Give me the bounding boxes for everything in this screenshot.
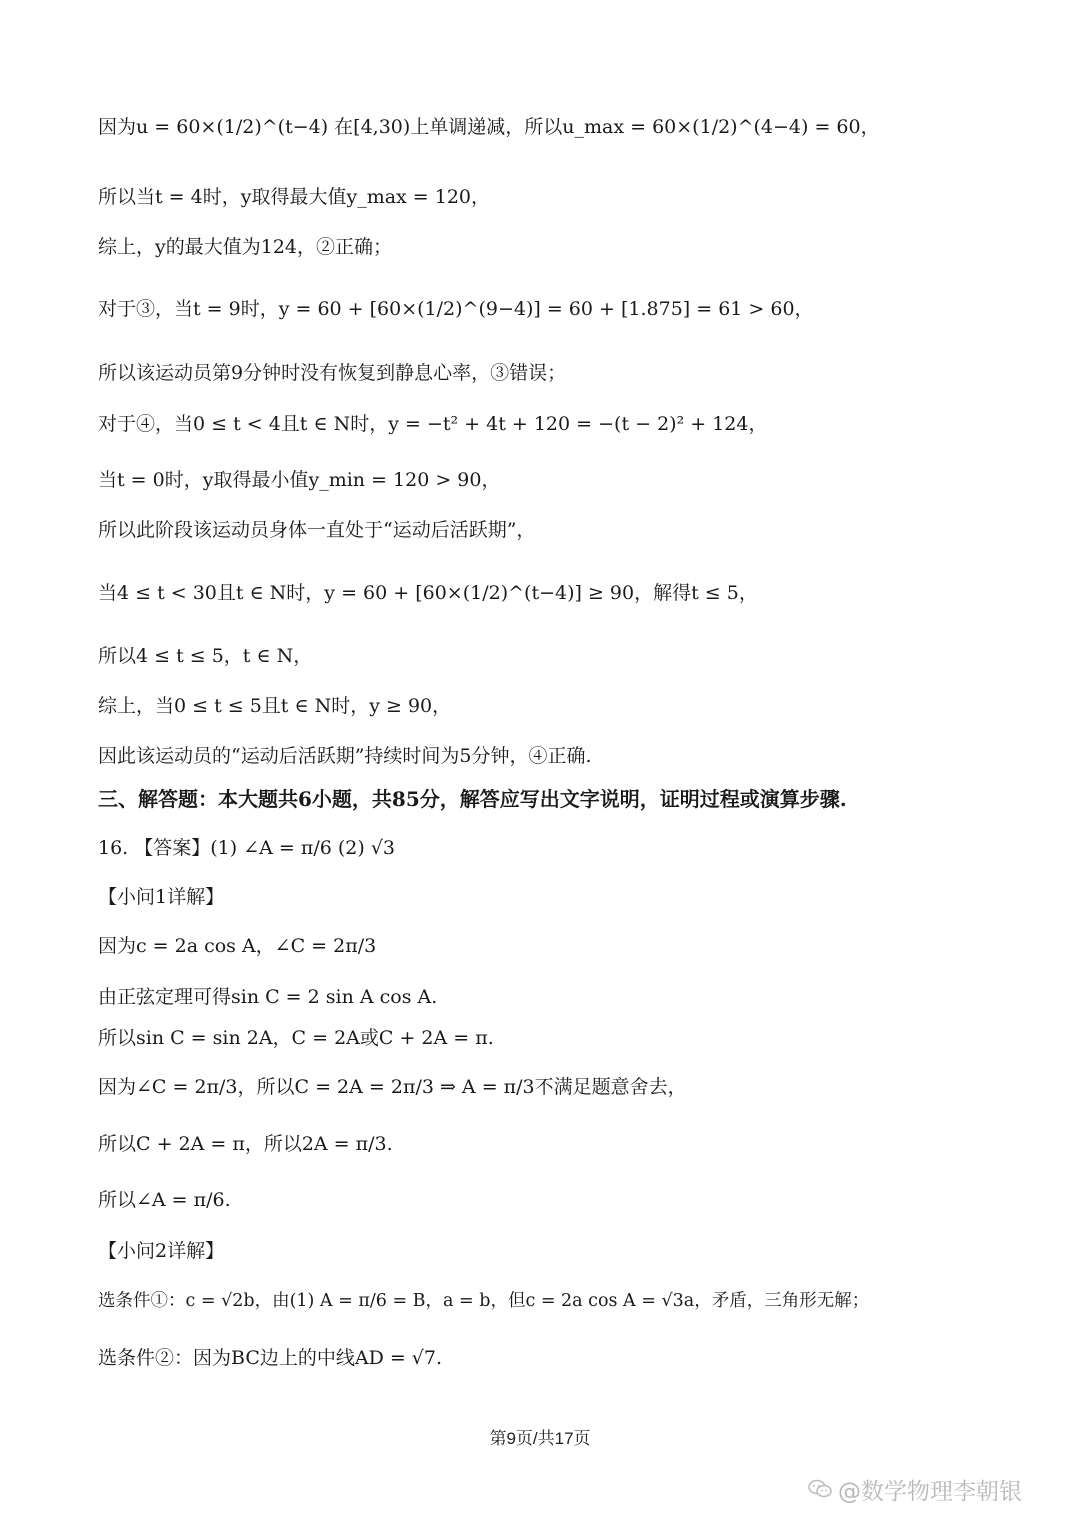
wechat-logo-icon bbox=[808, 1479, 832, 1505]
subquestion-heading: 【小问2详解】 bbox=[98, 1240, 225, 1262]
text-line: 由正弦定理可得sin C = 2 sin A cos A. bbox=[98, 986, 438, 1008]
text-line: 所以此阶段该运动员身体一直处于“运动后活跃期”， bbox=[98, 519, 536, 541]
text-line: 所以4 ≤ t ≤ 5，t ∈ N， bbox=[98, 645, 313, 667]
text-line: 因此该运动员的“运动后活跃期”持续时间为5分钟，④正确. bbox=[98, 745, 592, 767]
text-line: 因为∠C = 2π/3，所以C = 2A = 2π/3 ⇒ A = π/3不满足题意舍去， bbox=[98, 1076, 687, 1098]
watermark-text: @数学物理李朝银 bbox=[838, 1479, 1022, 1505]
text-line: 选条件②：因为BC边上的中线AD = √7. bbox=[98, 1347, 443, 1369]
section-heading: 三、解答题：本大题共6小题，共85分，解答应写出文字说明，证明过程或演算步骤. bbox=[98, 787, 847, 811]
text-line: 当t = 0时，y取得最小值y_min = 120 > 90， bbox=[98, 469, 501, 491]
text-line: 综上，y的最大值为124，②正确； bbox=[98, 236, 392, 258]
text-line: 所以C + 2A = π，所以2A = π/3. bbox=[98, 1133, 393, 1155]
text-line: 选条件①：c = √2b，由(1) A = π/6 = B，a = b，但c = 2a cos A = √3a，矛盾，三角形无解； bbox=[98, 1291, 870, 1311]
page-number: 第9页/共17页 bbox=[489, 1429, 591, 1448]
text-line: 当4 ≤ t < 30且t ∈ N时，y = 60 + [60×(1/2)^(t−4)] ≥ 90，解得t ≤ 5， bbox=[98, 582, 758, 604]
text-line: 对于③，当t = 9时，y = 60 + [60×(1/2)^(9−4)] = 60 + [1.875] = 61 > 60， bbox=[98, 298, 814, 320]
text-line: 所以∠A = π/6. bbox=[98, 1189, 231, 1211]
watermark bbox=[808, 1473, 1022, 1506]
text-line: 因为u = 60×(1/2)^(t−4) 在[4,30)上单调递减，所以u_max = 60×(1/2)^(4−4) = 60， bbox=[98, 116, 880, 138]
text-line: 综上，当0 ≤ t ≤ 5且t ∈ N时，y ≥ 90， bbox=[98, 695, 452, 717]
text-line: 所以当t = 4时，y取得最大值y_max = 120， bbox=[98, 186, 491, 208]
text-line: 对于④，当0 ≤ t < 4且t ∈ N时，y = −t² + 4t + 120 = −(t − 2)² + 124， bbox=[98, 413, 768, 435]
text-line: 因为c = 2a cos A，∠C = 2π/3 bbox=[98, 935, 377, 957]
text-line: 所以该运动员第9分钟时没有恢复到静息心率，③错误； bbox=[98, 362, 567, 384]
answer-line: 16. 【答案】(1) ∠A = π/6 (2) √3 bbox=[98, 837, 396, 859]
text-line: 所以sin C = sin 2A，C = 2A或C + 2A = π. bbox=[98, 1027, 494, 1049]
subquestion-heading: 【小问1详解】 bbox=[98, 886, 225, 908]
